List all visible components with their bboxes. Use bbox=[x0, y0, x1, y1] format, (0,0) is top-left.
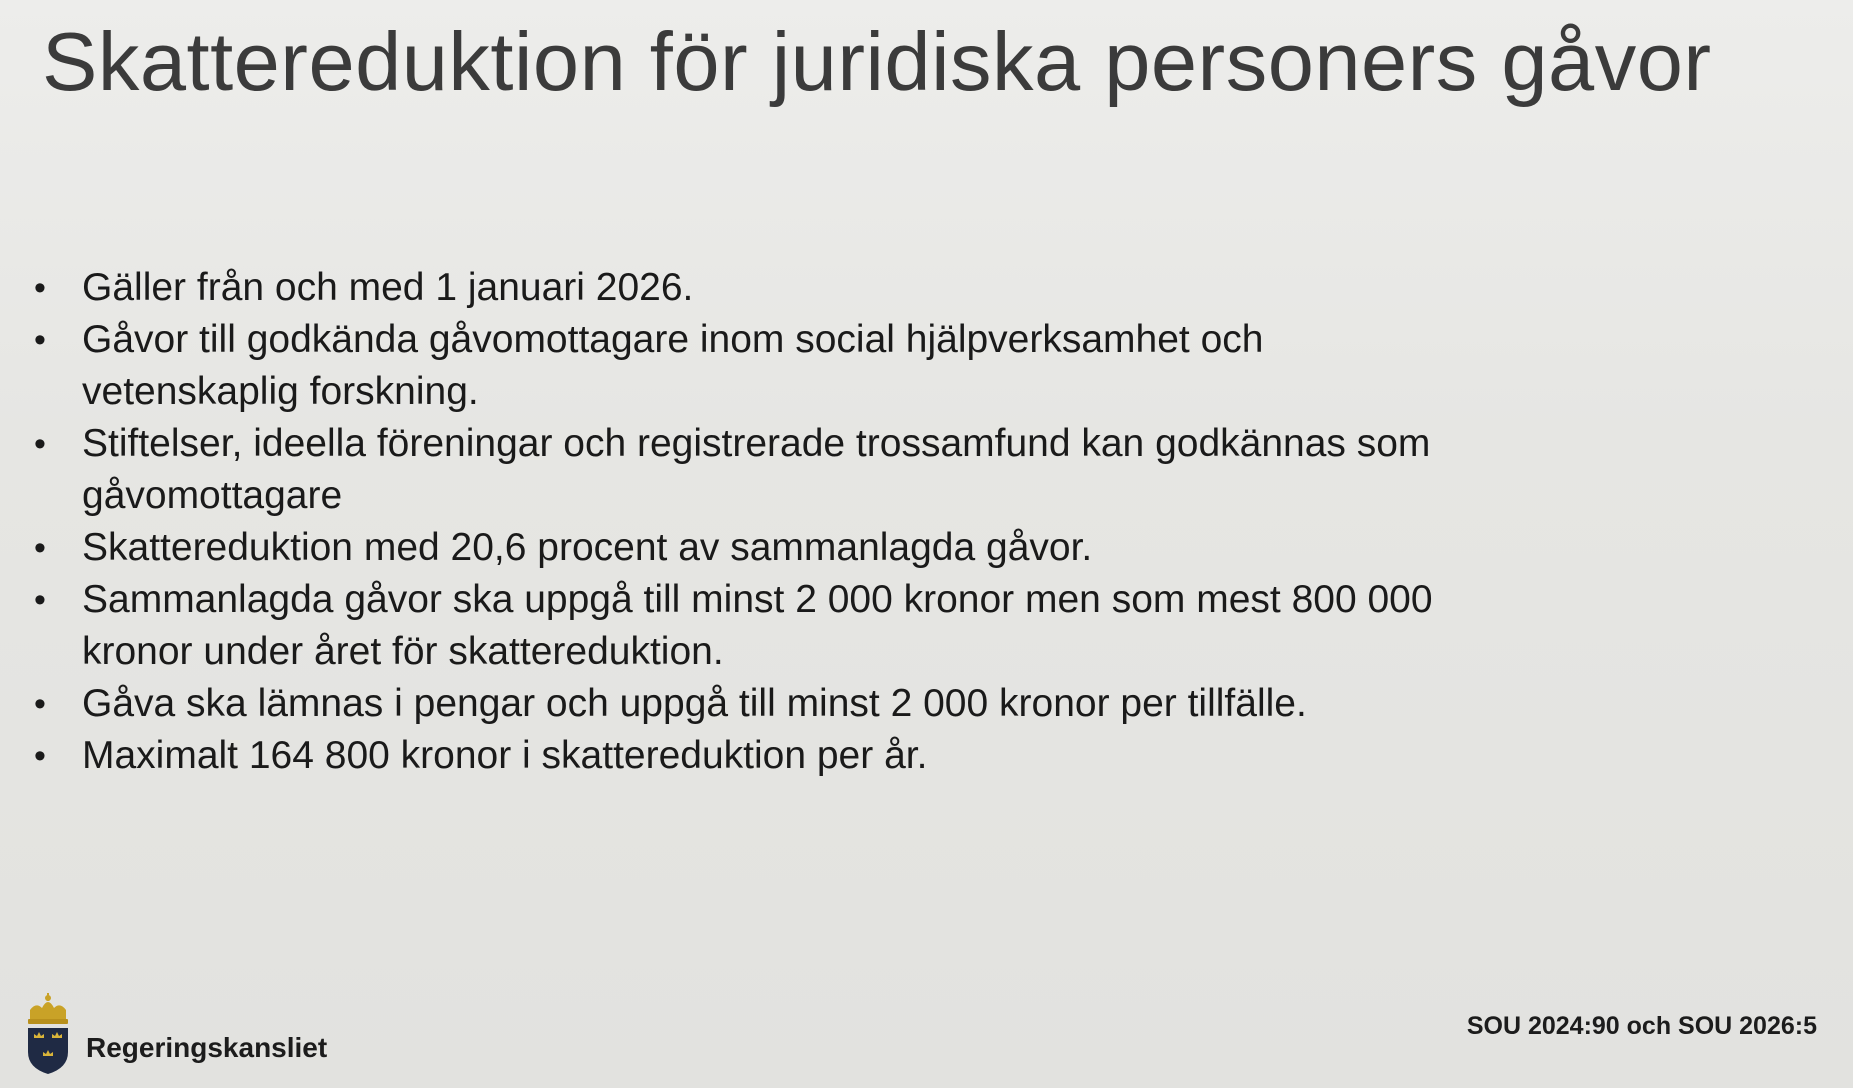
bullet-item: • Gäller från och med 1 januari 2026. bbox=[32, 262, 1452, 314]
government-crest-icon bbox=[22, 990, 74, 1076]
bullet-item: • Skattereduktion med 20,6 procent av sammanlagda gåvor. bbox=[32, 522, 1452, 574]
bullet-list bbox=[32, 262, 1452, 782]
bullet-item: • Gåvor till godkända gåvomottagare inom social hjälpverksamhet och vetenskaplig forskning. bbox=[32, 314, 1452, 418]
footer-logo bbox=[22, 990, 327, 1076]
source-reference: SOU 2024:90 och SOU 2026:5 bbox=[1466, 1012, 1817, 1040]
bullet-item: • Maximalt 164 800 kronor i skattereduktion per år. bbox=[32, 730, 1452, 782]
bullet-item: • Stiftelser, ideella föreningar och registrerade trossamfund kan godkännas som gåvomottagare bbox=[32, 418, 1452, 522]
bullet-item: • Gåva ska lämnas i pengar och uppgå till minst 2 000 kronor per tillfälle. bbox=[32, 678, 1452, 730]
bullet-item: • Sammanlagda gåvor ska uppgå till minst 2 000 kronor men som mest 800 000 kronor under året för skattereduktion. bbox=[32, 574, 1452, 678]
slide-title: Skattereduktion för juridiska personers gåvor bbox=[42, 15, 1712, 108]
organization-name: Regeringskansliet bbox=[86, 1032, 328, 1063]
